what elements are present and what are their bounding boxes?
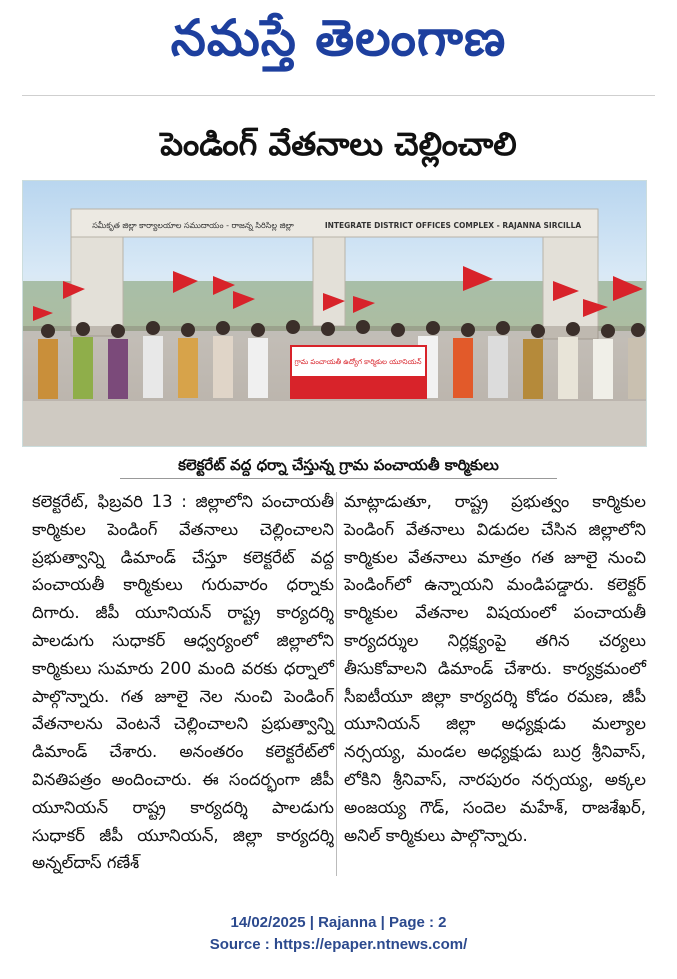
photo-caption: కలెక్టరేట్ వద్ద ధర్నా చేస్తున్న గ్రామ పంచాయతీ కార్మికులు (178, 456, 499, 474)
article-body (22, 488, 655, 888)
page-footer (0, 912, 677, 964)
footer-edition-info: 14/02/2025 | Rajanna | Page : 2 (230, 914, 447, 931)
masthead (0, 0, 677, 80)
article-column-right: మాట్లాడుతూ, రాష్ట్ర ప్రభుత్వం కార్మికుల పెండింగ్ వేతనాలు విడుదల చేసిన జిల్లాలోని కార్మికుల వేతనాలు మాత్రం గత జూలై నుంచి పెండింగ్‌లో ఉన్నాయని మండిపడ్డారు. కలెక్టర్ కార్మికుల వేతనాల విషయంలో పంచాయతీ కార్యదర్శుల నిర్లక్ష్యంపై తగిన చర్యలు తీసుకోవాలని డిమాండ్ చేశారు. కార్యక్రమంలో సీఐటీయూ జిల్లా కార్యదర్శి కోడం రమణ, జీపీ యూనియన్ జిల్లా అధ్యక్షుడు మల్యాల నర్సయ్య, మండల అధ్యక్షుడు బుర్ర శ్రీనివాస్, లోకిని శ్రీనివాస్, నారపురం నర్సయ్య, అక్కల అంజయ్య గౌడ్, సందెల మహేశ్, రాజశేఖర్, అనిల్ కార్మికులు పాల్గొన్నారు. (344, 492, 646, 845)
article-column-left: కలెక్టరేట్, ఫిబ్రవరి 13 : జిల్లాలోని పంచాయతీ కార్మికుల పెండింగ్ వేతనాలు చెల్లించాలని ప్రభుత్వాన్ని డిమాండ్ చేస్తూ కలెక్టరేట్ వద్ద పంచాయతీ కార్మికులు గురువారం ధర్నాకు దిగారు. జీపీ యూనియన్ రాష్ట్ర కార్యదర్శి పాలడుగు సుధాకర్ ఆధ్వర్యంలో జిల్లాలోని కార్మికులు సుమారు 200 మంది వరకు ధర్నాలో పాల్గొన్నారు. గత జూలై నెల నుంచి పెండింగ్ వేతనాలను వెంటనే చెల్లించాలని ప్రభుత్వాన్ని డిమాండ్ చేశారు. అనంతరం కలెక్టరేట్‌లో వినతిపత్రం అందించారు. ఈ సందర్భంగా జీపీ యూనియన్ రాష్ట్ర కార్యదర్శి పాలడుగు సుధాకర్ జీపీ యూనియన్, జిల్లా కార్యదర్శి అన్నల్‌దాస్ గణేశ్ (32, 492, 334, 873)
masthead-logo: నమస్తే తెలంగాణ (170, 9, 507, 67)
photo-illustration (23, 181, 646, 446)
gate-sign-english: INTEGRATE DISTRICT OFFICES COMPLEX - RAJANNA SIRCILLA (324, 221, 582, 230)
column-divider (336, 492, 337, 876)
caption-underline (120, 478, 557, 479)
banner-text: గ్రామ పంచాయతీ ఉద్యోగ కార్మికుల యూనియన్ (294, 358, 422, 366)
article-headline: పెండింగ్ వేతనాలు చెల్లించాలి (160, 125, 517, 163)
footer-source-link[interactable]: Source : https://epaper.ntnews.com/ (209, 936, 468, 953)
gate-sign-telugu: సమీకృత జిల్లా కార్యాలయాల సముదాయం - రాజన్న సిరిసిల్ల జిల్లా (92, 221, 294, 230)
news-photo (22, 180, 647, 447)
masthead-divider (22, 95, 655, 96)
